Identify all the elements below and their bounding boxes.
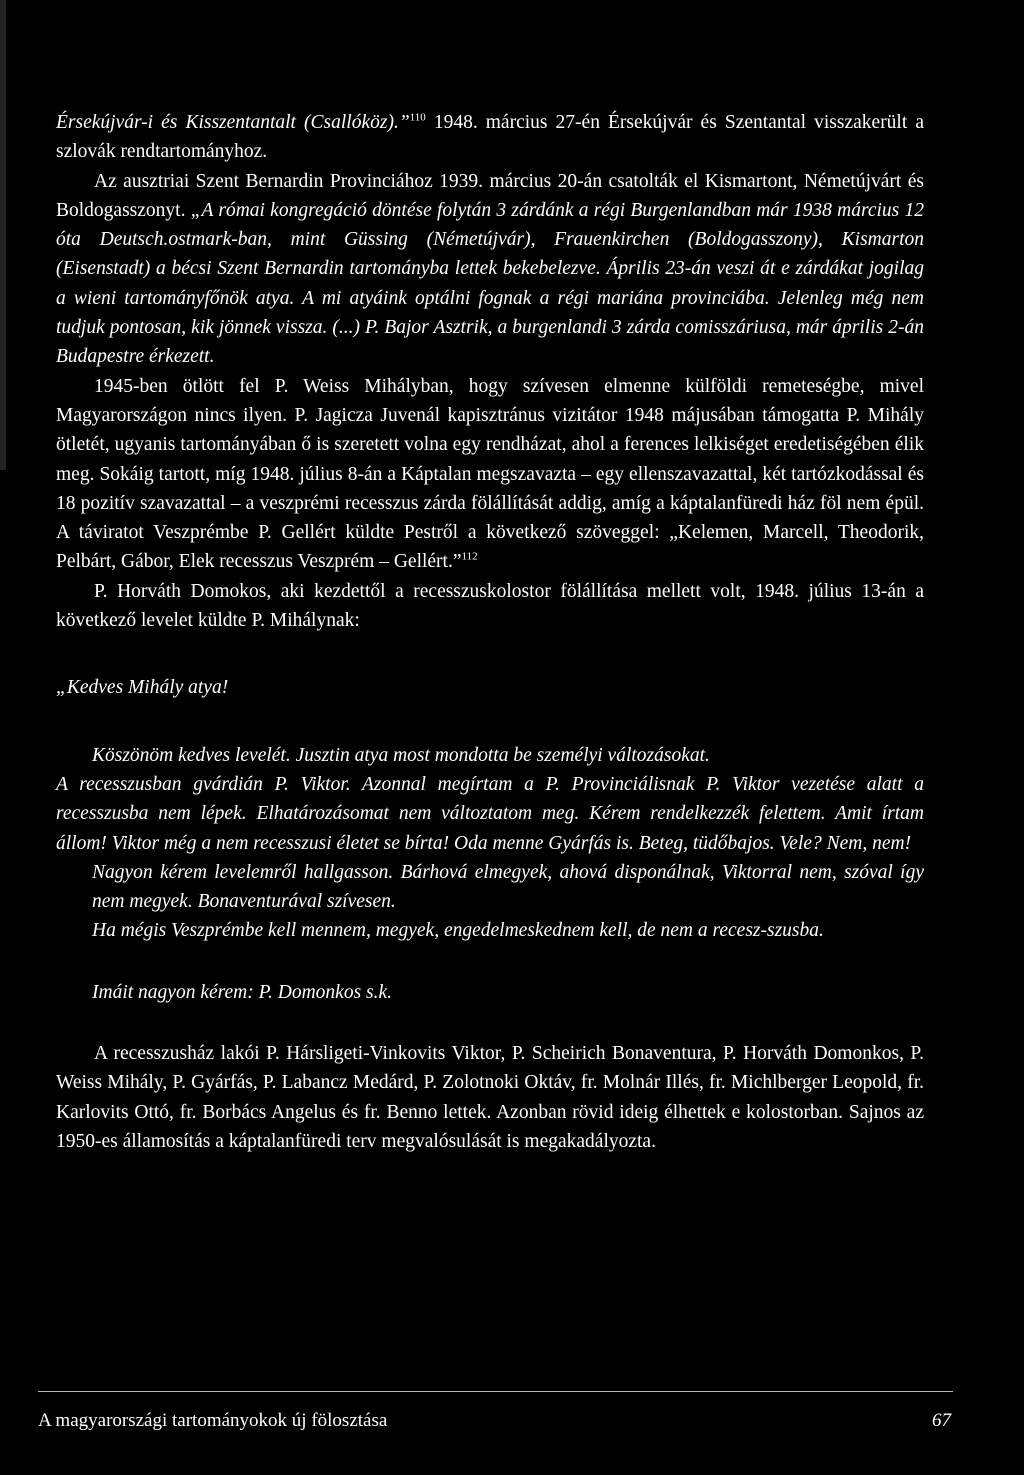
text-segment: 1945-ben ötlött fel P. Weiss Mihályban, hogy szívesen elmenne külföldi remeteségbe, mivel Magyarországon nincs ilyen. P. Jagicza Juvenál kapisztránus vizitátor 1948 májusában támogatta P. Mihály ötletét, ugyanis tartományában ő is szeretett volna egy rendházat, ahol a ferences lelkiséget eredetiségében élik meg. Sokáig tartott, míg 1948. július 8-án a Káptalan megszavazta – egy ellenszavazattal, két tartózkodással és 18 pozitív szavazattal – a veszprémi recesszus zárda fölállítását addig, amíg a káptalanfüredi ház föl nem épül. A táviratot Veszprémbe P. Gellért küldte Pestről a következő szöveggel: „Kelemen, Marcell, Theodorik, Pelbárt, Gábor, Elek recesszus Veszprém – Gellért.”: [56, 375, 924, 573]
letter-paragraph: [56, 741, 924, 770]
body-text: [56, 108, 924, 1156]
text-segment: 1948. március 27-én Érsekújvár és Szentantal visszakerült a szlovák rendtartományhoz.: [56, 112, 924, 163]
text-segment: „A római kongregáció döntése folytán 3 zárdánk a régi Burgenlandban már 1938 március 12 óta Deutsch.ostmark-ban, mint Güssing (Németújvár), Frauenkirchen (Boldogasszony), Kismarton (Eisenstadt) a bécsi Szent Bernardin tartományba lettek bekebelezve. Április 23-án veszi át e zárdákat jogilag a wieni tartományfőnök atya. A mi atyáink optálni fognak a régi mariána provinciába. Jelenleg még nem tudjuk pontosan, kik jönnek vissza. (...) P. Bajor Asztrik, a burgenlandi 3 zárda comisszáriusa, már április 2-án Budapestre érkezett.: [56, 199, 924, 368]
paragraph: [56, 1039, 924, 1156]
letter-paragraph: [56, 858, 924, 917]
footnote-marker: 110: [409, 111, 426, 124]
text-segment: Nagyon kérem levelemről hallgasson. Bárhová elmegyek, ahová disponálnak, Viktorral nem, szóval így nem megyek. Bonaventurával szívesen.: [92, 861, 924, 913]
letter-paragraph: [56, 978, 924, 1007]
letter-paragraph: [56, 673, 924, 702]
text-segment: Köszönöm kedves levelét. Jusztin atya most mondotta be személyi változásokat.: [92, 744, 710, 766]
paragraph: [56, 108, 924, 167]
text-segment: Érsekújvár-i és Kisszentantalt (Csallóköz).”: [56, 112, 410, 133]
text-segment: Imáit nagyon kérem: P. Domonkos s.k.: [92, 981, 393, 1003]
text-segment: „Kedves Mihály atya!: [56, 677, 229, 699]
text-segment: A recesszusban gvárdián P. Viktor. Azonnal megírtam a P. Provinciálisnak P. Viktor vezetése alatt a recesszusba nem lépek. Elhatározásomat nem változtatom meg. Kérem rendelkezzék felettem. Amit írtam állom! Viktor még a nem recesszusi életet se bírta! Oda menne Gyárfás is. Beteg, tüdőbajos. Vele? Nem, nem!: [56, 773, 924, 854]
footer-rule: [38, 1391, 953, 1392]
paragraph: [56, 167, 924, 372]
letter-paragraph: [56, 916, 924, 945]
page-number: 67: [932, 1410, 951, 1431]
text-segment: P. Horváth Domokos, aki kezdettől a recesszuskolostor fölállítása mellett volt, 1948. július 13-án a következő levelet küldte P. Mihálynak:: [56, 580, 924, 632]
text-segment: Ha mégis Veszprémbe kell mennem, megyek, engedelmeskednem kell, de nem a recesz-szusba.: [92, 920, 824, 942]
text-segment: Az ausztriai Szent Bernardin Provinciához 1939. március 20-án csatolták el Kismartont, Németújvárt és Boldogasszonyt.: [56, 170, 924, 221]
letter-paragraph: [56, 770, 924, 858]
paragraph: [56, 372, 924, 577]
scan-edge: [0, 0, 6, 470]
text-segment: A recesszusház lakói P. Hársligeti-Vinkovits Viktor, P. Scheirich Bonaventura, P. Horváth Domonkos, P. Weiss Mihály, P. Gyárfás, P. Labancz Medárd, P. Zolotnoki Oktáv, fr. Molnár Illés, fr. Michlberger Leopold, fr. Karlovits Ottó, fr. Borbács Angelus és fr. Benno lettek. Azonban rövid ideig élhettek e kolostorban. Sajnos az 1950-es államosítás a káptalanfüredi terv megvalósulását is megakadályozta.: [56, 1043, 924, 1152]
running-footer-title: A magyarországi tartományokok új fölosztása: [38, 1410, 388, 1431]
footnote-marker: 112: [461, 550, 478, 563]
paragraph: [56, 577, 924, 636]
